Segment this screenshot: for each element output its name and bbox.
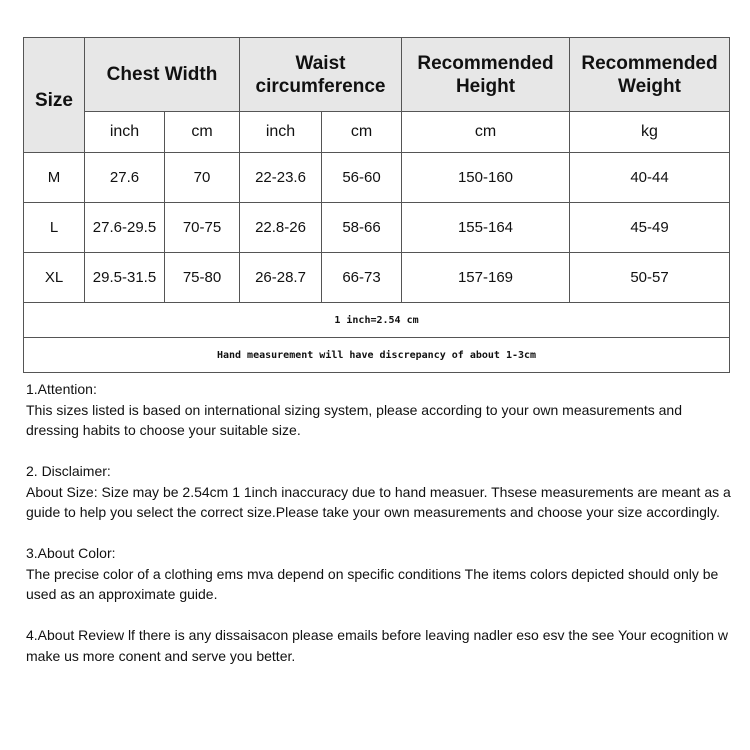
cell-weight: 45-49 (570, 203, 730, 253)
cell-weight: 40-44 (570, 153, 730, 203)
header-recommended-weight: Recommended Weight (570, 38, 730, 112)
cell-chest-inch: 27.6-29.5 (85, 203, 165, 253)
disclaimer-body: About Size: Size may be 2.54cm 1 1inch inaccuracy due to hand measuer. Thsese measurements are meant as a guide to help you select the correct size.Please take your own measurements and choose your size accordingly. (26, 483, 731, 520)
cell-height: 155-164 (402, 203, 570, 253)
cell-waist-inch: 22.8-26 (240, 203, 322, 253)
review-note (26, 625, 732, 666)
attention-note (26, 379, 732, 441)
cell-chest-cm: 70 (165, 153, 240, 203)
cell-waist-cm: 58-66 (322, 203, 402, 253)
cell-chest-inch: 29.5-31.5 (85, 253, 165, 303)
unit-height: cm (402, 112, 570, 153)
cell-chest-cm: 70-75 (165, 203, 240, 253)
size-chart-table (23, 37, 730, 373)
cell-waist-cm: 56-60 (322, 153, 402, 203)
discrepancy-note-row (24, 338, 730, 373)
unit-chest-cm: cm (165, 112, 240, 153)
unit-waist-cm: cm (322, 112, 402, 153)
cell-size: XL (24, 253, 85, 303)
cell-waist-inch: 26-28.7 (240, 253, 322, 303)
disclaimer-note (26, 461, 732, 523)
cell-chest-cm: 75-80 (165, 253, 240, 303)
unit-waist-inch: inch (240, 112, 322, 153)
table-header-row (24, 38, 730, 112)
header-waist-circumference: Waist circumference (240, 38, 402, 112)
color-note (26, 543, 732, 605)
attention-title: 1.Attention: (26, 381, 97, 397)
header-chest-width: Chest Width (85, 38, 240, 112)
header-recommended-height: Recommended Height (402, 38, 570, 112)
disclaimer-title: 2. Disclaimer: (26, 463, 111, 479)
cell-waist-inch: 22-23.6 (240, 153, 322, 203)
color-title: 3.About Color: (26, 545, 116, 561)
unit-chest-inch: inch (85, 112, 165, 153)
header-size: Size (24, 38, 85, 153)
color-body: The precise color of a clothing ems mva depend on specific conditions The items colors depicted should only be used as an approximate guide. (26, 565, 719, 602)
unit-weight: kg (570, 112, 730, 153)
cell-size: L (24, 203, 85, 253)
table-row (24, 203, 730, 253)
table-row (24, 253, 730, 303)
table-units-row (24, 112, 730, 153)
cell-height: 157-169 (402, 253, 570, 303)
table-row (24, 153, 730, 203)
conversion-note-row (24, 303, 730, 338)
notes-section (26, 379, 732, 687)
discrepancy-note: Hand measurement will have discrepancy of about 1-3cm (24, 338, 730, 373)
cell-chest-inch: 27.6 (85, 153, 165, 203)
review-body: 4.About Review lf there is any dissaisacon please emails before leaving nadler eso esv the see Your ecognition w make us more conent and serve you better. (26, 627, 728, 664)
conversion-note: 1 inch=2.54 cm (24, 303, 730, 338)
cell-waist-cm: 66-73 (322, 253, 402, 303)
cell-weight: 50-57 (570, 253, 730, 303)
cell-size: M (24, 153, 85, 203)
cell-height: 150-160 (402, 153, 570, 203)
attention-body: This sizes listed is based on international sizing system, please according to your own measurements and dressing habits to choose your suitable size. (26, 401, 682, 438)
